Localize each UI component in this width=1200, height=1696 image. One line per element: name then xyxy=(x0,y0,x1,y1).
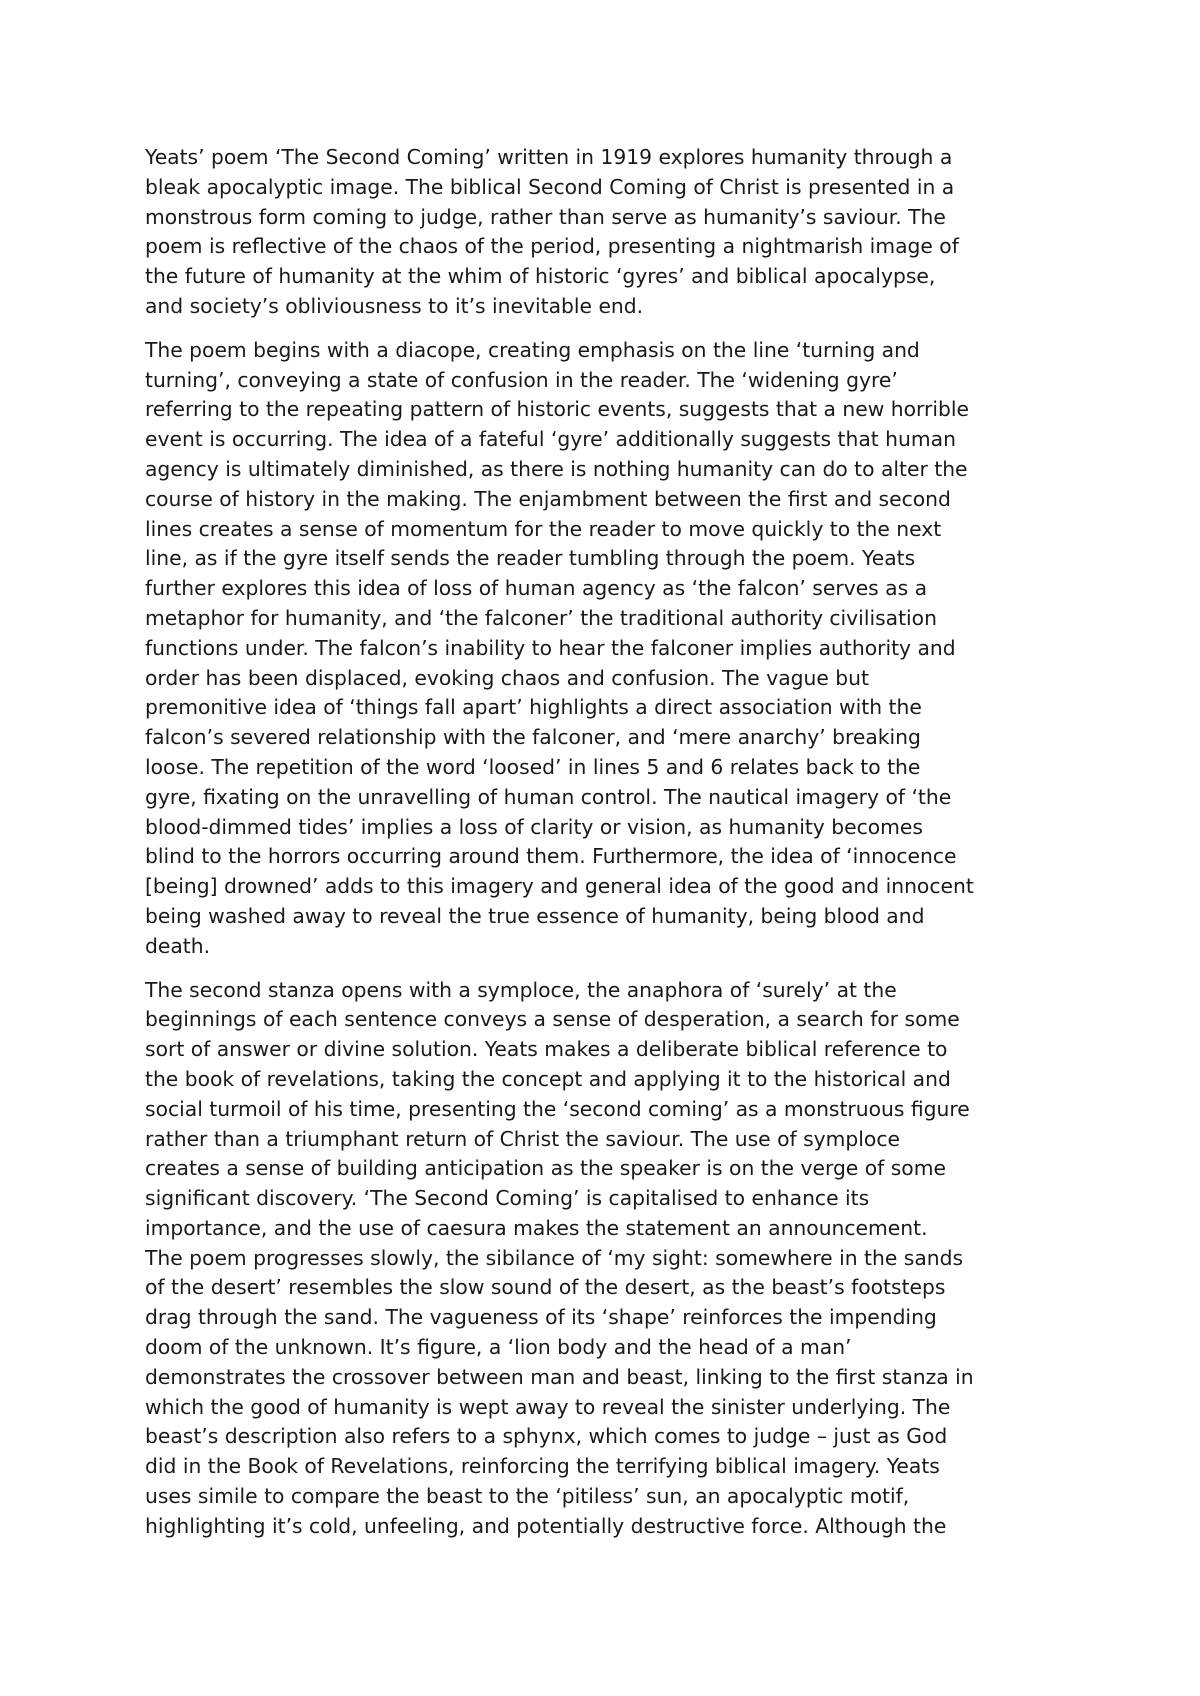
text-line: blood-dimmed tides’ implies a loss of clarity or vision, as humanity becomes xyxy=(145,814,923,839)
text-line: the book of revelations, taking the concept and applying it to the historical and xyxy=(145,1066,951,1091)
text-line: metaphor for humanity, and ‘the falconer’ the traditional authority civilisation xyxy=(145,605,937,630)
text-line: which the good of humanity is wept away to reveal the sinister underlying. The xyxy=(145,1394,951,1419)
text-line: loose. The repetition of the word ‘loosed’ in lines 5 and 6 relates back to the xyxy=(145,754,921,779)
text-line: premonitive idea of ‘things fall apart’ highlights a direct association with the xyxy=(145,695,922,720)
text-line: beginnings of each sentence conveys a sense of desperation, a search for some xyxy=(145,1007,960,1032)
text-line: demonstrates the crossover between man and beast, linking to the first stanza in xyxy=(145,1364,974,1389)
text-line: drag through the sand. The vagueness of its ‘shape’ reinforces the impending xyxy=(145,1305,937,1330)
text-line: further explores this idea of loss of human agency as ‘the falcon’ serves as a xyxy=(145,576,928,601)
paragraph-1 xyxy=(145,143,1065,322)
document-body xyxy=(145,143,1065,1556)
text-line: course of history in the making. The enjambment between the first and second xyxy=(145,486,951,511)
text-line: falcon’s severed relationship with the falconer, and ‘mere anarchy’ breaking xyxy=(145,725,921,750)
text-line: monstrous form coming to judge, rather than serve as humanity’s saviour. The xyxy=(145,204,946,229)
text-line: uses simile to compare the beast to the ‘pitiless’ sun, an apocalyptic motif, xyxy=(145,1484,910,1509)
text-line: rather than a triumphant return of Christ the saviour. The use of symploce xyxy=(145,1126,900,1151)
text-line: functions under. The falcon’s inability to hear the falconer implies authority and xyxy=(145,635,956,660)
text-line: of the desert’ resembles the slow sound of the desert, as the beast’s footsteps xyxy=(145,1275,946,1300)
text-line: lines creates a sense of momentum for the reader to move quickly to the next xyxy=(145,516,942,541)
text-line: being washed away to reveal the true essence of humanity, being blood and xyxy=(145,903,925,928)
text-line: poem is reflective of the chaos of the period, presenting a nightmarish image of xyxy=(145,234,959,259)
text-line: did in the Book of Revelations, reinforcing the terrifying biblical imagery. Yeats xyxy=(145,1454,940,1479)
text-line: the future of humanity at the whim of historic ‘gyres’ and biblical apocalypse, xyxy=(145,264,936,289)
text-line: gyre, fixating on the unravelling of human control. The nautical imagery of ‘the xyxy=(145,784,952,809)
text-line: referring to the repeating pattern of historic events, suggests that a new horrible xyxy=(145,397,969,422)
text-line: The poem progresses slowly, the sibilance of ‘my sight: somewhere in the sands xyxy=(145,1245,964,1270)
text-line: sort of answer or divine solution. Yeats makes a deliberate biblical reference to xyxy=(145,1037,948,1062)
text-line: Yeats’ poem ‘The Second Coming’ written in 1919 explores humanity through a xyxy=(145,145,953,169)
text-line: and society’s obliviousness to it’s inevitable end. xyxy=(145,293,644,318)
text-line: The second stanza opens with a symploce, the anaphora of ‘surely’ at the xyxy=(145,977,897,1002)
text-line: bleak apocalyptic image. The biblical Second Coming of Christ is presented in a xyxy=(145,174,955,199)
text-line: importance, and the use of caesura makes the statement an announcement. xyxy=(145,1215,928,1240)
text-line: order has been displaced, evoking chaos and confusion. The vague but xyxy=(145,665,869,690)
text-line: turning’, conveying a state of confusion in the reader. The ‘widening gyre’ xyxy=(145,367,898,392)
text-line: significant discovery. ‘The Second Coming’ is capitalised to enhance its xyxy=(145,1186,870,1211)
text-line: line, as if the gyre itself sends the reader tumbling through the poem. Yeats xyxy=(145,546,916,571)
text-line: social turmoil of his time, presenting the ‘second coming’ as a monstruous figure xyxy=(145,1096,970,1121)
paragraph-3 xyxy=(145,976,1065,1542)
text-line: agency is ultimately diminished, as there is nothing humanity can do to alter the xyxy=(145,456,968,481)
text-line: blind to the horrors occurring around them. Furthermore, the idea of ‘innocence xyxy=(145,844,957,869)
text-line: highlighting it’s cold, unfeeling, and potentially destructive force. Although the xyxy=(145,1513,947,1538)
paragraph-2 xyxy=(145,336,1065,962)
text-line: The poem begins with a diacope, creating emphasis on the line ‘turning and xyxy=(145,337,920,362)
text-line: event is occurring. The idea of a fateful ‘gyre’ additionally suggests that human xyxy=(145,427,956,452)
text-line: [being] drowned’ adds to this imagery and general idea of the good and innocent xyxy=(145,874,974,899)
text-line: creates a sense of building anticipation as the speaker is on the verge of some xyxy=(145,1156,946,1181)
text-line: beast’s description also refers to a sphynx, which comes to judge – just as God xyxy=(145,1424,948,1449)
text-line: doom of the unknown. It’s figure, a ‘lion body and the head of a man’ xyxy=(145,1335,852,1360)
text-line: death. xyxy=(145,933,211,958)
